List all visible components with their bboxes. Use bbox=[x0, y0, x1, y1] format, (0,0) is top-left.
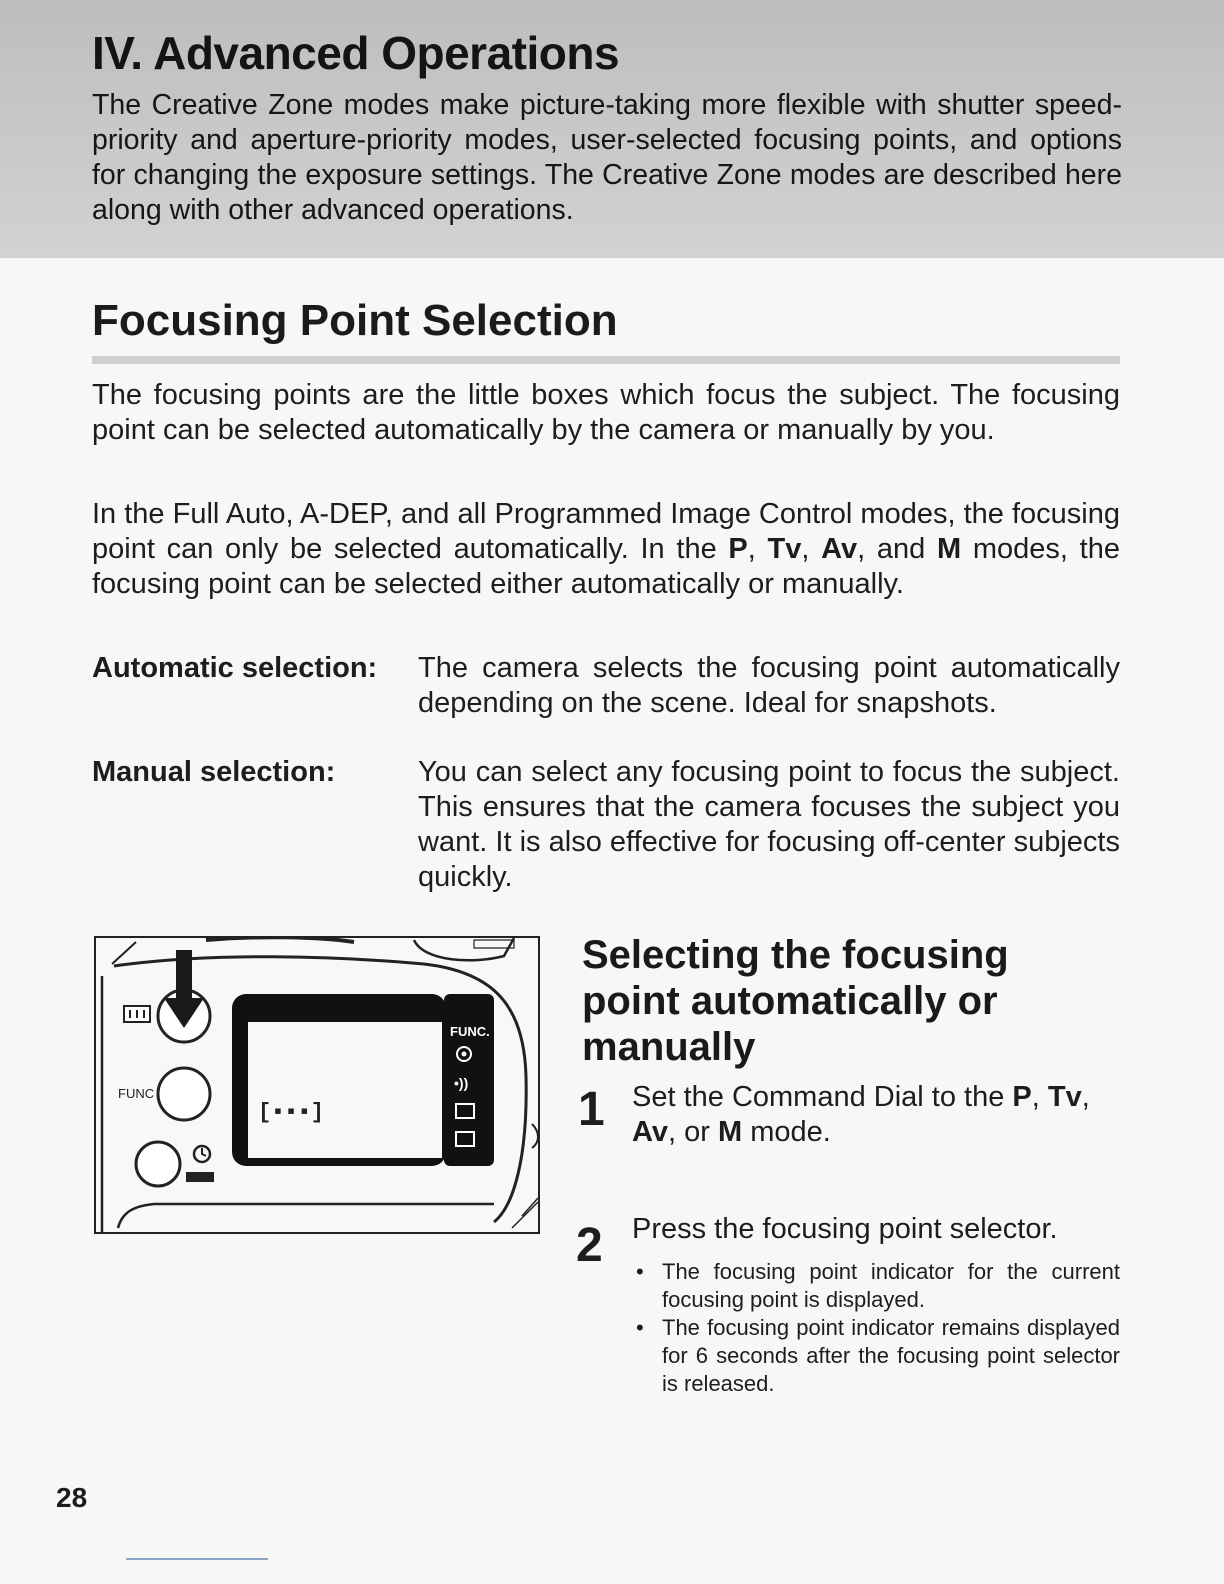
note-item: • The focusing point indicator remains displayed for 6 seconds after the focusing point selector is released. bbox=[636, 1315, 1120, 1396]
footer-rule bbox=[126, 1558, 268, 1560]
chapter-intro: The Creative Zone modes make picture-taking more flexible with shutter speed-priority and aperture-priority modes, user-selected focusing points, and options for changing the exposure settings. The Creative Zone modes are described here along with other advanced operations. bbox=[92, 89, 1122, 226]
intro-paragraph: The focusing points are the little boxes which focus the subject. The focusing point can be selected automatically by the camera or manually by you. bbox=[92, 379, 1120, 446]
definition-term-automatic: Automatic selection: bbox=[92, 652, 378, 684]
section-title: Focusing Point Selection bbox=[92, 296, 618, 345]
mode-tv: Tv bbox=[767, 533, 802, 565]
step-2-notes bbox=[632, 1258, 1120, 1398]
step-1-number: 1 bbox=[578, 1083, 605, 1136]
note-item: • The focusing point indicator for the current focusing point is displayed. bbox=[636, 1259, 1120, 1312]
chapter-title: IV. Advanced Operations bbox=[92, 27, 620, 79]
drive-icon bbox=[186, 1172, 214, 1182]
step-2-number: 2 bbox=[576, 1219, 603, 1272]
lcd-side-panel bbox=[444, 994, 494, 1166]
mode-m: M bbox=[936, 533, 962, 565]
focusing-point-indicator: [▪▪▪] bbox=[258, 1100, 325, 1125]
drive-mode-button bbox=[136, 1142, 180, 1186]
lcd-func-label: FUNC. bbox=[450, 1024, 490, 1039]
beep-icon: •)) bbox=[454, 1075, 469, 1091]
definition-desc-automatic: The camera selects the focusing point automatically depending on the scene. Ideal for snapshots. bbox=[418, 652, 1120, 719]
camera-back-illustration bbox=[94, 936, 540, 1234]
section-divider bbox=[92, 356, 1120, 364]
chapter-banner bbox=[0, 0, 1224, 258]
mode-p: P bbox=[728, 533, 748, 565]
page-number: 28 bbox=[56, 1482, 88, 1513]
definition-desc-manual: You can select any focusing point to focus the subject. This ensures that the camera focuses the subject you want. It is also effective for focusing off-center subjects quickly. bbox=[418, 756, 1120, 893]
definition-term-manual: Manual selection: bbox=[92, 756, 336, 788]
procedure-title: Selecting the focusing point automatically or manually bbox=[582, 933, 1009, 1069]
modes-paragraph: In the Full Auto, A-DEP, and all Programmed Image Control modes, the focusing point can only be selected automatically. In the P, Tv, Av, and M modes, the focusing point can be selected either automatically or manually. bbox=[92, 498, 1120, 600]
mode-av: Av bbox=[821, 533, 858, 565]
step-2-text: Press the focusing point selector. bbox=[632, 1213, 1058, 1245]
step-1-text: Set the Command Dial to the P, Tv, Av, or M mode. bbox=[632, 1081, 1090, 1148]
func-button bbox=[158, 1068, 210, 1120]
func-button-label: FUNC bbox=[118, 1086, 155, 1101]
lcd-screen bbox=[248, 1022, 442, 1158]
